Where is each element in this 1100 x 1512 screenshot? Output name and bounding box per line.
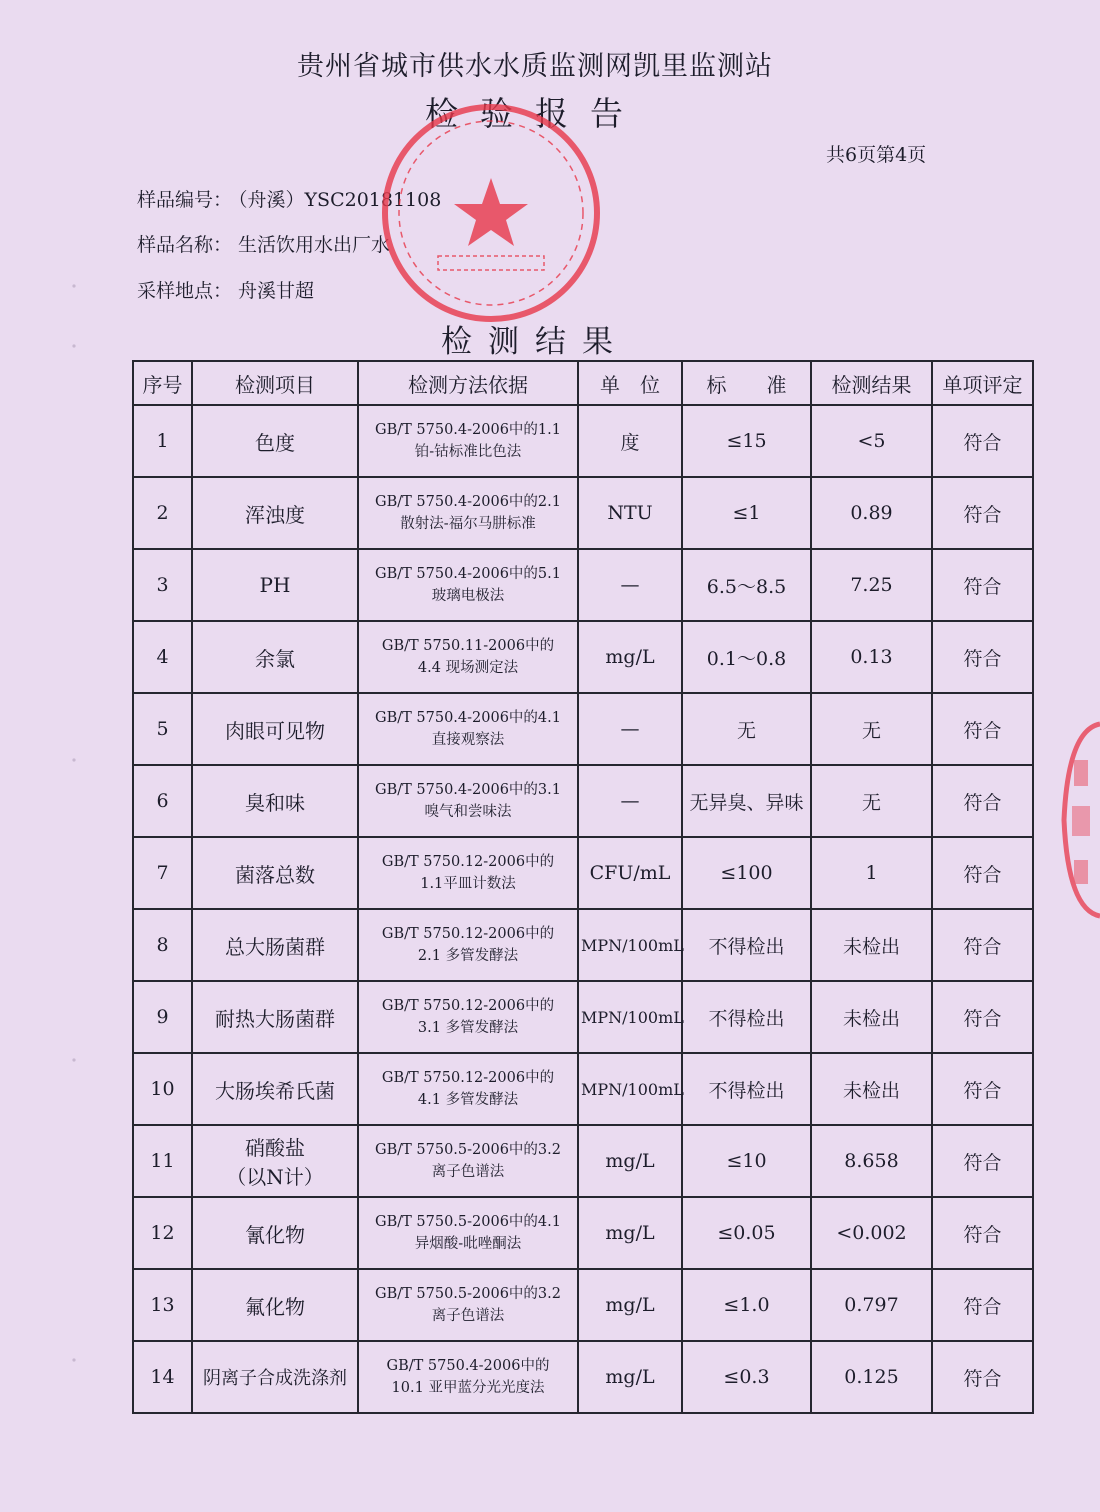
cell-standard: 不得检出 bbox=[682, 1053, 811, 1125]
cell-unit: CFU/mL bbox=[578, 837, 682, 909]
cell-verdict: 符合 bbox=[932, 981, 1033, 1053]
method-line: 10.1 亚甲蓝分光光度法 bbox=[391, 1380, 545, 1396]
col-header-method: 检测方法依据 bbox=[358, 361, 578, 405]
section-title: 检测结果 bbox=[441, 324, 629, 360]
cell-item: 大肠埃希氏菌 bbox=[192, 1053, 358, 1125]
cell-unit: — bbox=[578, 549, 682, 621]
cell-standard: 不得检出 bbox=[682, 981, 811, 1053]
table-row bbox=[133, 693, 1033, 765]
cell-unit: MPN/100mL bbox=[578, 909, 682, 981]
table-row bbox=[133, 621, 1033, 693]
cell-result: 未检出 bbox=[811, 981, 932, 1053]
cell-item: PH bbox=[192, 549, 358, 621]
cell-item: 氟化物 bbox=[192, 1269, 358, 1341]
method-line: 铂-钴标准比色法 bbox=[414, 444, 522, 460]
cell-standard: 不得检出 bbox=[682, 909, 811, 981]
cell-no: 11 bbox=[133, 1125, 192, 1197]
cell-item: 浑浊度 bbox=[192, 477, 358, 549]
cell-verdict: 符合 bbox=[932, 1197, 1033, 1269]
method-line: 嗅气和尝味法 bbox=[424, 804, 512, 820]
cell-verdict: 符合 bbox=[932, 477, 1033, 549]
cell-method bbox=[358, 549, 578, 621]
binding-hole bbox=[72, 1058, 75, 1061]
cell-item: 肉眼可见物 bbox=[192, 693, 358, 765]
table-row bbox=[133, 909, 1033, 981]
binding-hole bbox=[72, 1358, 75, 1361]
cell-no: 8 bbox=[133, 909, 192, 981]
cell-unit: mg/L bbox=[578, 1341, 682, 1413]
method-line: GB/T 5750.11-2006中的 bbox=[381, 638, 555, 654]
cell-no: 3 bbox=[133, 549, 192, 621]
cell-standard: ≤10 bbox=[682, 1125, 811, 1197]
cell-method bbox=[358, 693, 578, 765]
method-line: 3.1 多管发酵法 bbox=[417, 1020, 519, 1036]
method-line: GB/T 5750.5-2006中的3.2 bbox=[374, 1142, 561, 1158]
organization-title: 贵州省城市供水水质监测网凯里监测站 bbox=[297, 51, 773, 82]
cell-unit: mg/L bbox=[578, 1269, 682, 1341]
table-row bbox=[133, 477, 1033, 549]
col-header-item: 检测项目 bbox=[192, 361, 358, 405]
cell-result: 未检出 bbox=[811, 1053, 932, 1125]
sample-id-value: （舟溪）YSC20181108 bbox=[238, 189, 442, 211]
sample-name-value: 生活饮用水出厂水 bbox=[238, 234, 391, 256]
cell-no: 1 bbox=[133, 405, 192, 477]
sampling-location-row bbox=[137, 276, 314, 303]
method-line: GB/T 5750.5-2006中的3.2 bbox=[374, 1286, 561, 1302]
cell-no: 9 bbox=[133, 981, 192, 1053]
cell-method bbox=[358, 837, 578, 909]
cell-item: 耐热大肠菌群 bbox=[192, 981, 358, 1053]
cell-method bbox=[358, 1125, 578, 1197]
method-line: 4.4 现场测定法 bbox=[417, 660, 519, 676]
cell-no: 4 bbox=[133, 621, 192, 693]
cell-result: 0.125 bbox=[811, 1341, 932, 1413]
cell-standard: ≤15 bbox=[682, 405, 811, 477]
sampling-location-value: 舟溪甘超 bbox=[238, 280, 315, 302]
seal-text-ring bbox=[399, 121, 583, 305]
col-header-no: 序号 bbox=[133, 361, 192, 405]
cell-item: 臭和味 bbox=[192, 765, 358, 837]
cell-standard: 无异臭、异味 bbox=[682, 765, 811, 837]
cell-item: 氰化物 bbox=[192, 1197, 358, 1269]
cell-item: 色度 bbox=[192, 405, 358, 477]
cell-result: 未检出 bbox=[811, 909, 932, 981]
cell-verdict: 符合 bbox=[932, 1125, 1033, 1197]
method-line: GB/T 5750.12-2006中的 bbox=[381, 1070, 555, 1086]
cell-no: 6 bbox=[133, 765, 192, 837]
report-title: 检验报告 bbox=[425, 94, 645, 133]
binding-holes bbox=[70, 280, 78, 1380]
table-row bbox=[133, 981, 1033, 1053]
page-info: 共6页第4页 bbox=[826, 144, 927, 166]
cell-verdict: 符合 bbox=[932, 621, 1033, 693]
cell-method bbox=[358, 477, 578, 549]
cell-unit: 度 bbox=[578, 405, 682, 477]
method-line: GB/T 5750.12-2006中的 bbox=[381, 854, 555, 870]
method-line: GB/T 5750.5-2006中的4.1 bbox=[374, 1214, 561, 1230]
cell-method bbox=[358, 1197, 578, 1269]
method-line: GB/T 5750.4-2006中的 bbox=[386, 1358, 550, 1374]
cell-item bbox=[192, 1125, 358, 1197]
cell-standard: 0.1～0.8 bbox=[682, 621, 811, 693]
method-line: 离子色谱法 bbox=[431, 1308, 505, 1324]
cell-result: <0.002 bbox=[811, 1197, 932, 1269]
partial-seal-arc bbox=[1064, 724, 1100, 916]
cell-unit: — bbox=[578, 765, 682, 837]
sample-name-label: 样品名称： bbox=[137, 234, 233, 256]
cell-no: 12 bbox=[133, 1197, 192, 1269]
cell-verdict: 符合 bbox=[932, 837, 1033, 909]
table-row bbox=[133, 1341, 1033, 1413]
cell-verdict: 符合 bbox=[932, 1053, 1033, 1125]
table-row bbox=[133, 1053, 1033, 1125]
cell-result: 无 bbox=[811, 765, 932, 837]
method-line: GB/T 5750.4-2006中的3.1 bbox=[374, 782, 561, 798]
method-line: 离子色谱法 bbox=[431, 1164, 505, 1180]
table-row bbox=[133, 549, 1033, 621]
method-line: 2.1 多管发酵法 bbox=[417, 948, 519, 964]
cell-unit: — bbox=[578, 693, 682, 765]
method-line: GB/T 5750.12-2006中的 bbox=[381, 998, 555, 1014]
table-row bbox=[133, 837, 1033, 909]
partial-seal-mark bbox=[1074, 860, 1088, 884]
cell-item: 菌落总数 bbox=[192, 837, 358, 909]
cell-result: 1 bbox=[811, 837, 932, 909]
cell-method bbox=[358, 1269, 578, 1341]
method-line: GB/T 5750.4-2006中的4.1 bbox=[374, 710, 561, 726]
table-row bbox=[133, 765, 1033, 837]
seal-star-icon bbox=[454, 178, 528, 246]
sampling-location-label: 采样地点： bbox=[137, 280, 233, 302]
cell-result: 0.13 bbox=[811, 621, 932, 693]
cell-standard: ≤0.3 bbox=[682, 1341, 811, 1413]
cell-method bbox=[358, 765, 578, 837]
cell-unit: mg/L bbox=[578, 1197, 682, 1269]
table-header-row bbox=[133, 361, 1033, 405]
cell-result: 8.658 bbox=[811, 1125, 932, 1197]
partial-seal-mark bbox=[1072, 806, 1090, 836]
cell-item: 余氯 bbox=[192, 621, 358, 693]
cell-verdict: 符合 bbox=[932, 549, 1033, 621]
cell-item: 总大肠菌群 bbox=[192, 909, 358, 981]
method-line: 4.1 多管发酵法 bbox=[417, 1092, 519, 1108]
table-row bbox=[133, 1125, 1033, 1197]
col-header-result: 检测结果 bbox=[811, 361, 932, 405]
cell-no: 10 bbox=[133, 1053, 192, 1125]
cell-no: 2 bbox=[133, 477, 192, 549]
cell-no: 5 bbox=[133, 693, 192, 765]
cell-standard: ≤0.05 bbox=[682, 1197, 811, 1269]
partial-seal-mark bbox=[1074, 760, 1088, 786]
col-header-verdict: 单项评定 bbox=[932, 361, 1033, 405]
method-line: GB/T 5750.4-2006中的5.1 bbox=[374, 566, 561, 582]
partial-seal-edge bbox=[1060, 720, 1100, 920]
table-row bbox=[133, 405, 1033, 477]
cell-standard: ≤1 bbox=[682, 477, 811, 549]
cell-method bbox=[358, 621, 578, 693]
item-line: （以N计） bbox=[226, 1165, 324, 1189]
cell-unit: MPN/100mL bbox=[578, 981, 682, 1053]
method-line: GB/T 5750.4-2006中的2.1 bbox=[374, 494, 561, 510]
method-line: 玻璃电极法 bbox=[431, 588, 505, 604]
cell-unit: mg/L bbox=[578, 1125, 682, 1197]
cell-verdict: 符合 bbox=[932, 909, 1033, 981]
results-table bbox=[132, 360, 1034, 1414]
cell-verdict: 符合 bbox=[932, 693, 1033, 765]
cell-result: <5 bbox=[811, 405, 932, 477]
col-header-standard: 标 准 bbox=[682, 361, 811, 405]
method-line: 1.1平皿计数法 bbox=[420, 876, 516, 892]
cell-standard: ≤1.0 bbox=[682, 1269, 811, 1341]
cell-method bbox=[358, 909, 578, 981]
cell-no: 14 bbox=[133, 1341, 192, 1413]
cell-verdict: 符合 bbox=[932, 405, 1033, 477]
cell-result: 0.89 bbox=[811, 477, 932, 549]
cell-result: 无 bbox=[811, 693, 932, 765]
cell-result: 0.797 bbox=[811, 1269, 932, 1341]
seal-bottom-band bbox=[438, 256, 544, 270]
sample-id-row bbox=[137, 185, 441, 212]
cell-no: 7 bbox=[133, 837, 192, 909]
cell-method bbox=[358, 1341, 578, 1413]
cell-unit: NTU bbox=[578, 477, 682, 549]
method-line: GB/T 5750.4-2006中的1.1 bbox=[374, 422, 561, 438]
cell-standard: 无 bbox=[682, 693, 811, 765]
method-line: GB/T 5750.12-2006中的 bbox=[381, 926, 555, 942]
method-line: 散射法-福尔马肼标准 bbox=[400, 516, 536, 532]
table-row bbox=[133, 1197, 1033, 1269]
cell-no: 13 bbox=[133, 1269, 192, 1341]
seal-outer-ring bbox=[385, 107, 597, 319]
method-line: 直接观察法 bbox=[431, 732, 505, 748]
cell-unit: MPN/100mL bbox=[578, 1053, 682, 1125]
cell-standard: 6.5～8.5 bbox=[682, 549, 811, 621]
cell-item: 阴离子合成洗涤剂 bbox=[192, 1341, 358, 1413]
cell-method bbox=[358, 1053, 578, 1125]
cell-method bbox=[358, 981, 578, 1053]
cell-standard: ≤100 bbox=[682, 837, 811, 909]
cell-method bbox=[358, 405, 578, 477]
sample-name-row bbox=[137, 230, 390, 257]
item-line: 硝酸盐 bbox=[245, 1136, 305, 1160]
cell-verdict: 符合 bbox=[932, 1341, 1033, 1413]
sample-id-label: 样品编号： bbox=[137, 189, 233, 211]
binding-hole bbox=[72, 284, 75, 287]
cell-verdict: 符合 bbox=[932, 765, 1033, 837]
table-row bbox=[133, 1269, 1033, 1341]
cell-verdict: 符合 bbox=[932, 1269, 1033, 1341]
binding-hole bbox=[72, 758, 75, 761]
col-header-unit: 单 位 bbox=[578, 361, 682, 405]
cell-unit: mg/L bbox=[578, 621, 682, 693]
cell-result: 7.25 bbox=[811, 549, 932, 621]
method-line: 异烟酸-吡唑酮法 bbox=[414, 1236, 522, 1252]
